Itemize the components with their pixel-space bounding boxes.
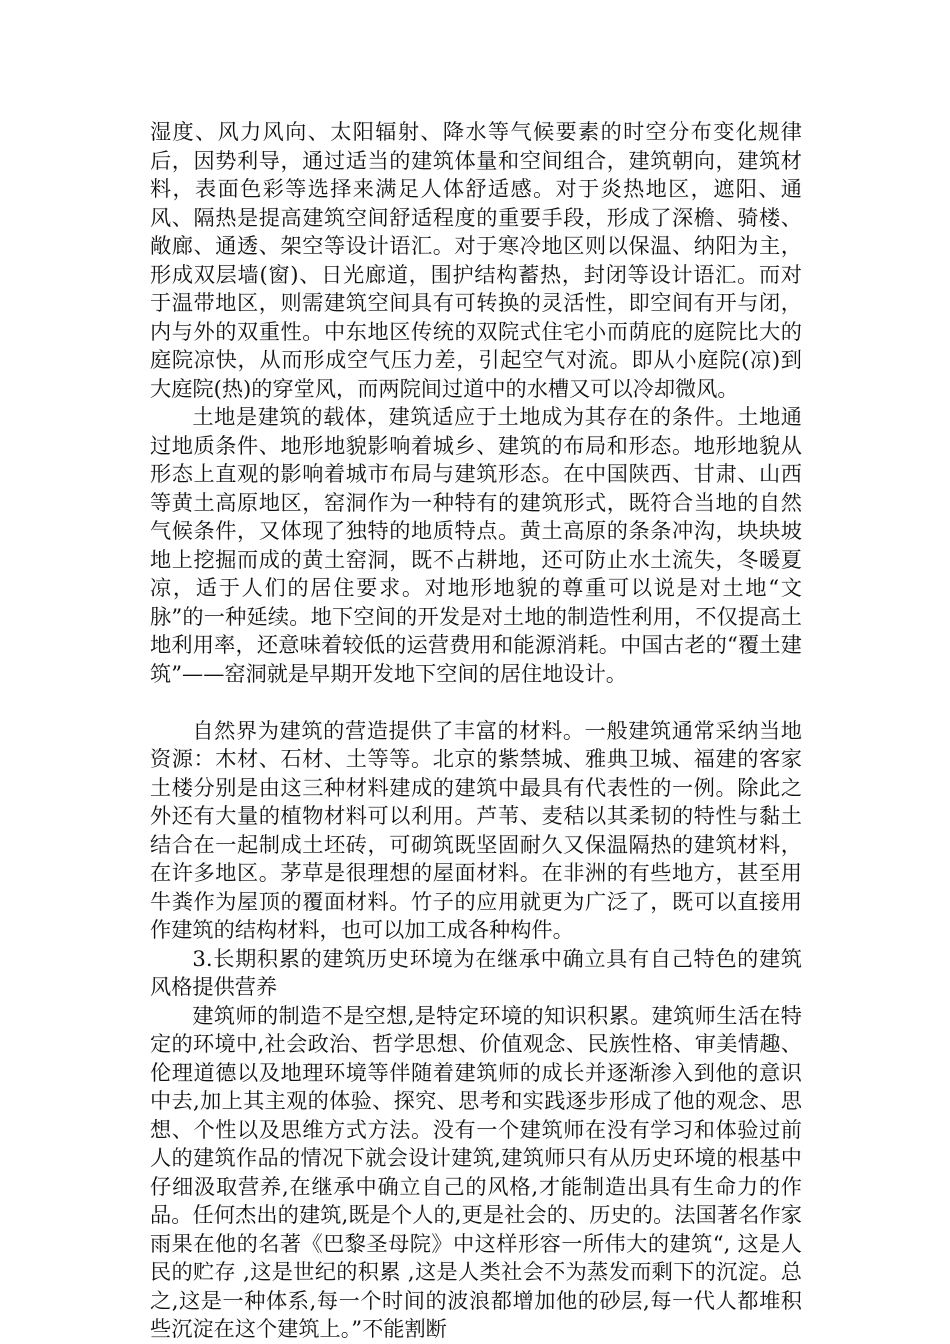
paragraph-materials: 自然界为建筑的营造提供了丰富的材料。一般建筑通常采纳当地资源：木材、石材、土等等。北京的紫禁城、雅典卫城、福建的客家土楼分别是由这三种材料建成的建筑中最具有代表性的一例。除此之外还有大量的植物材料可以利用。芦苇、麦秸以其柔韧的特性与黏土结合在一起制成土坯砖，可砌筑既坚固耐久又保温隔热的建筑材料，在许多地区。茅草是很理想的屋面材料。在非洲的有些地方，甚至用牛粪作为屋顶的覆面材料。竹子的应用就更为广泛了，既可以直接用作建筑的结构材料，也可以加工成各种构件。: [150, 717, 802, 942]
document-body: [150, 118, 802, 1344]
paragraph-land: 土地是建筑的载体，建筑适应于土地成为其存在的条件。土地通过地质条件、地形地貌影响着城乡、建筑的布局和形态。地形地貌从形态上直观的影响着城市布局与建筑形态。在中国陕西、甘肃、山西等黄土高原地区，窑洞作为一种特有的建筑形式，既符合当地的自然气候条件，又体现了独特的地质特点。黄土高原的条条冲沟，块块坡地上挖掘而成的黄土窑洞，既不占耕地，还可防止水土流失，冬暖夏凉，适于人们的居住要求。对地形地貌的尊重可以说是对土地“文脉”的一种延续。地下空间的开发是对土地的制造性利用，不仅提高土地利用率，还意味着较低的运营费用和能源消耗。中国古老的“覆土建筑”——窑洞就是早期开发地下空间的居住地设计。: [150, 404, 802, 686]
paragraph-architect: 建筑师的制造不是空想,是特定环境的知识积累。建筑师生活在特定的环境中,社会政治、哲学思想、价值观念、民族性格、审美情趣、伦理道德以及地理环境等伴随着建筑师的成长并逐渐渗入到他的意识中去,加上其主观的体验、探究、思考和实践逐步形成了他的观念、思想、个性以及思维方式方法。没有一个建筑师在没有学习和体验过前人的建筑作品的情况下就会设计建筑,建筑师只有从历史环境的根基中仔细汲取营养,在继承中确立自己的风格,才能制造出具有生命力的作品。任何杰出的建筑,既是个人的,更是社会的、历史的。法国著名作家雨果在他的名著《巴黎圣母院》中这样形容一所伟大的建筑“, 这是人民的贮存 ,这是世纪的积累 ,这是人类社会不为蒸发而剩下的沉淀。总之,这是一种体系,每一个时间的波浪都增加他的砂层,每一代人都堆积些沉淀在这个建筑上。”不能割断: [150, 1002, 802, 1341]
section-heading-history: 3.长期积累的建筑历史环境为在继承中确立具有自己特色的建筑风格提供营养: [150, 945, 802, 999]
paragraph-climate: 湿度、风力风向、太阳辐射、降水等气候要素的时空分布变化规律后，因势利导，通过适当的建筑体量和空间组合，建筑朝向，建筑材料，表面色彩等选择来满足人体舒适感。对于炎热地区，遮阳、通风、隔热是提高建筑空间舒适程度的重要手段，形成了深檐、骑楼、敞廊、通透、架空等设计语汇。对于寒冷地区则以保温、纳阳为主，形成双层墙(窗)、日光廊道，围护结构蓄热，封闭等设计语汇。而对于温带地区，则需建筑空间具有可转换的灵活性，即空间有开与闭，内与外的双重性。中东地区传统的双院式住宅小而荫庇的庭院比大的庭院凉快，从而形成空气压力差，引起空气对流。即从小庭院(凉)到大庭院(热)的穿堂风，而两院间过道中的水槽又可以冷却微风。: [150, 119, 802, 401]
